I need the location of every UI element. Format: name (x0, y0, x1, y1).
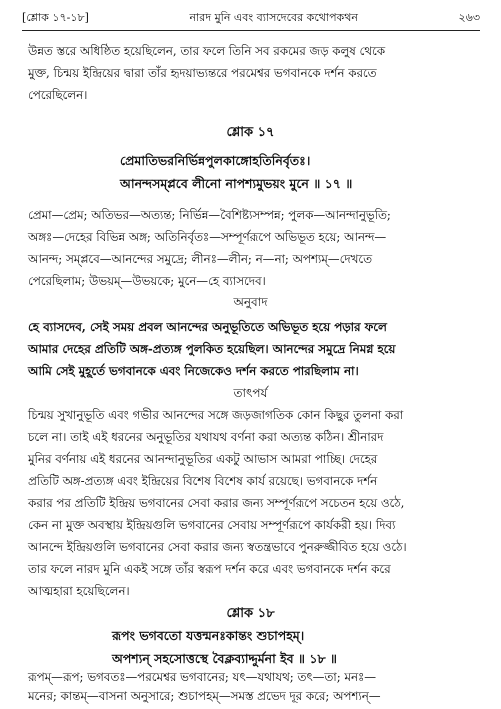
purport-line: প্রতিটি অঙ্গ-প্রত্যঙ্গ এবং ইন্দ্রিয়ের বিশেষ বিশেষ কার্য রয়েছে। ভগবানকে দর্শন (28, 474, 378, 488)
purport-line: মুনির বর্ণনায় এই ধরনের আনন্দানুভূতির একটু আভাস আমরা পাচ্ছি। দেহের (28, 452, 378, 466)
header-chapter-title: নারদ মুনি এবং ব্যাসদেবের কথোপকথন (189, 10, 358, 24)
purport-line: চলে না। তাই এই ধরনের অনুভূতির যথাযথ বর্ণনা করা অত্যন্ত কঠিন। শ্রীনারদ (28, 430, 384, 444)
translation-line: হে ব্যাসদেব, সেই সময় প্রবল আনন্দের অনুভূতিতে অভিভূত হয়ে পড়ার ফলে (28, 320, 387, 334)
purport-line: আত্মহারা হয়েছিলেন। (28, 584, 130, 598)
intro-paragraph (28, 40, 472, 106)
synonym-line: পেরেছিলাম; উভয়ম্—উভয়কে; মুনে—হে ব্যাসদেব। (28, 274, 266, 288)
verse-line: রূপং ভগবতো যত্তন্মনঃকান্তং শুচাপহম্। (112, 628, 305, 643)
translation-heading: অনুবাদ (233, 295, 268, 309)
header-verse-range: [শ্লোক ১৭-১৮] (22, 10, 89, 24)
synonym-line: মনের; কান্তম্—বাসনা অনুসারে; শুচাপহম্—সমস্ত প্রভেদ দূর করে; অপশ্যন্— (28, 689, 381, 703)
verse-18-synonyms (28, 668, 472, 706)
purport-line: আনন্দে ইন্দ্রিয়গুলি ভগবানের সেবা করার জন্য স্বতন্ত্রভাবে পুনরুজ্জীবিত হয়ে ওঠে। (28, 540, 407, 554)
verse-18-heading: শ্লোক ১৮ (226, 606, 275, 621)
verse-line: প্রেমাতিভরনির্ভিন্নপুলকাঙ্গোহতিনির্বৃতঃ। (120, 153, 311, 168)
verse-17-synonyms (28, 204, 472, 292)
purport-line: কেন না মুক্ত অবস্থায় ইন্দ্রিয়গুলি ভগবানের সেবায় সম্পূর্ণরূপে কার্যকরী হয়। দিব্য (28, 518, 396, 532)
synonym-line: রূপম্—রূপ; ভগবতঃ—পরমেশ্বর ভগবানের; যৎ—যথাযথ; তৎ—তা; মনঃ— (28, 670, 377, 684)
translation-paragraph (28, 316, 472, 382)
verse-18-text (112, 624, 452, 670)
verse-line: অপশ্যন্ সহসোত্তস্থে বৈক্লব্যাদ্দুর্মনা ইব ॥ ১৮ ॥ (112, 651, 337, 666)
header-rule (22, 30, 480, 31)
synonym-line: অঙ্গঃ—দেহের বিভিন্ন অঙ্গ; অতিনির্বৃতঃ—সম্পূর্ণরূপে অভিভূত হয়ে; আনন্দ— (28, 230, 387, 244)
verse-17-heading: শ্লোক ১৭ (226, 125, 275, 140)
translation-line: আমি সেই মুহূর্তে ভগবানকে এবং নিজেকেও দর্শন করতে পারছিলাম না। (28, 364, 359, 378)
purport-paragraph (28, 404, 472, 602)
purport-line: চিন্ময় সুখানুভূতি এবং গভীর আনন্দের সঙ্গে জড়জাগতিক কোন কিছুর তুলনা করা (28, 408, 404, 422)
purport-heading: তাৎপর্য (233, 386, 268, 400)
text-line: পেরেছিলেন। (28, 88, 88, 102)
purport-line: করার পর প্রতিটি ইন্দ্রিয় ভগবানের সেবা করার জন্য সম্পূর্ণরূপে সচেতন হয়ে ওঠে, (28, 496, 405, 510)
text-line: উন্নত স্তরে অধিষ্ঠিত হয়েছিলেন, তার ফলে তিনি সব রকমের জড় কলুষ থেকে (28, 44, 385, 58)
running-header (22, 8, 480, 28)
verse-line: আনন্দসম্প্লবে লীনো নাপশ্যমুভয়ং মুনে ॥ ১৭ ॥ (120, 176, 353, 191)
verse-17-text (120, 149, 460, 195)
purport-line: তার ফলে নারদ মুনি একই সঙ্গে তাঁর স্বরূপ দর্শন করে এবং ভগবানকে দর্শন করে (28, 562, 391, 576)
page-number: ২৬৩ (458, 10, 480, 24)
synonym-line: প্রেমা—প্রেম; অতিভর—অত্যন্ত; নির্ভিন্ন—বৈশিষ্ট্যসম্পন্ন; পুলক—আনন্দানুভূতি; (28, 208, 391, 222)
translation-line: আমার দেহের প্রতিটি অঙ্গ-প্রত্যঙ্গ পুলকিত হয়েছিল। আনন্দের সমুদ্রে নিমগ্ন হয়ে (28, 342, 396, 356)
synonym-line: আনন্দ; সম্প্লবে—আনন্দের সমুদ্রে; লীনঃ—লীন; ন—না; অপশ্যম্—দেখতে (28, 252, 372, 266)
text-line: মুক্ত, চিন্ময় ইন্দ্রিয়ের দ্বারা তাঁর হৃদয়াভ্যন্তরে পরমেশ্বর ভগবানকে দর্শন করতে (28, 66, 377, 80)
